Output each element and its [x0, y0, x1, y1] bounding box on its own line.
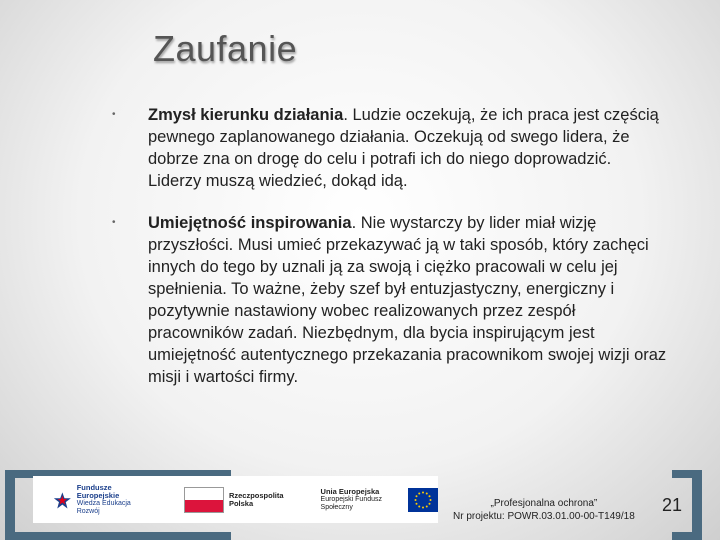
bullet-dot-icon: •	[112, 217, 116, 228]
fe-line3: Wiedza Edukacja Rozwój	[76, 499, 131, 515]
bullet-item	[112, 212, 672, 388]
fe-star-icon	[53, 489, 72, 511]
eu-line2: Europejski Fundusz Społeczny	[320, 495, 383, 511]
page-number: 21	[662, 495, 683, 515]
eu-logo-text	[321, 488, 402, 512]
project-number: Nr projektu: POWR.03.01.00-00-T149/18	[453, 511, 635, 522]
bullet-text: . Ludzie oczekują, że ich praca jest częścią pewnego zaplanowanego działania. Oczekują od swego lidera, że dobrze zna on drogę do celu i potrafi ich do niego doprowadzić. Liderzy muszą wiedzieć, dokąd idą.	[148, 106, 659, 190]
fe-line1: Fundusze	[76, 482, 112, 492]
pl-line1: Rzeczpospolita	[228, 490, 284, 500]
project-name: „Profesjonalna ochrona”	[490, 498, 598, 509]
bullet-paragraph	[148, 212, 668, 388]
slide-content	[112, 104, 672, 408]
bullet-text: . Nie wystarczy by lider miał wizję przyszłości. Musi umieć przekazywać ją w taki sposób, który zachęci innych do tego by uznali ją za swoją i ciężko pracowali w celu jej spełnienia. To ważne, żeby szef był entuzjastyczny, energiczny i pozytywnie nastawiony wobec realizowanych przez zespół pracowników zadań. Niezbędnym, dla bycia inspirującym jest umiejętność autentycznego przekazania pracownikom swojej wizji oraz misji i wartości firmy.	[148, 214, 667, 386]
bullet-paragraph	[148, 104, 668, 192]
pl-logo-text	[229, 492, 284, 508]
polish-flag-icon	[184, 487, 224, 513]
bullet-item	[112, 104, 672, 192]
eu-flag-icon	[408, 488, 438, 512]
pl-line2: Polska	[228, 498, 254, 508]
funding-logos-strip	[33, 476, 438, 523]
fe-line2: Europejskie	[76, 490, 120, 500]
project-info	[453, 497, 635, 523]
fe-logo-text	[77, 484, 144, 516]
bullet-term: Umiejętność inspirowania	[148, 214, 352, 232]
eu-line1: Unia Europejska	[320, 486, 380, 496]
rzeczpospolita-polska-logo	[184, 476, 284, 523]
slide-title: Zaufanie	[153, 28, 298, 69]
fundusze-europejskie-logo	[53, 476, 144, 523]
bullet-term: Zmysł kierunku działania	[148, 106, 344, 124]
bullet-dot-icon: •	[112, 109, 116, 120]
unia-europejska-logo	[316, 476, 438, 523]
